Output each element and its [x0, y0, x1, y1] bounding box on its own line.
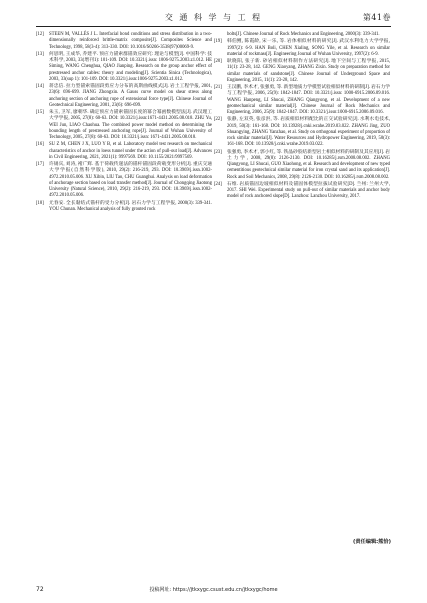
reference-number: [15]	[36, 110, 44, 115]
reference-number: [24]	[214, 181, 222, 187]
reference-number: [18]	[36, 200, 44, 206]
reference-number: [20]	[214, 59, 222, 64]
reference-number: [12]	[36, 32, 44, 37]
reference-text: 尤春安. 全长黏结式锚杆的受力分析[J]. 岩石力学与工程学报, 2000(3): 339-341. YOU Chunan. Mechanical analysis of fully grouted rock	[49, 200, 212, 212]
reference-number: [14]	[36, 84, 44, 89]
reference-entry	[36, 201, 212, 214]
reference-text: 韩伯鲤, 陈霞龄, 宋一乐, 等. 岩体相似材料的研究[J]. 武汉水利电力大学学报, 1997(2): 6-9. HAN Boli, CHEN Xialing, SONG Yile, et al. Research on similar material of rockmass[J]. Engineering Journal of Wuhan University, 1997(2): 6-9.	[227, 39, 390, 57]
reference-entry	[214, 85, 390, 116]
reference-number: [19]	[214, 39, 222, 45]
reference-entry	[214, 39, 390, 58]
reference-entry	[214, 182, 390, 201]
reference-text: 石维. 岩质锚固边坡相似材料及锚固体模型拉拔试验研究[D]. 兰州: 兰州大学, 2017. SHI Wei. Experimental study on pull-out of similar materials and anchor body model of rock anchored slope[D]. Lanzhou: Lanzhou University, 2017.	[227, 181, 390, 200]
references-right-column	[214, 32, 390, 202]
reference-text: SU Z M, CHEN J X, LUO Y B, et al. Laboratory model test research on mechanical characteristics of anchor in loess tunnel under the action of pull-out load[J]. Advances in Civil Engineering, 2021, 2021(1): 9997569. DOI: 10.1155/2021/9997569.	[49, 142, 212, 160]
page-number: 72	[36, 586, 44, 593]
reference-number: [21]	[214, 85, 222, 90]
volume-label: 第41卷	[362, 13, 391, 22]
reference-entry	[214, 59, 390, 84]
reference-entry	[36, 32, 212, 51]
reference-text: bolts[J]. Chinese Journal of Rock Mechanics and Engineering, 2000(3): 339-341.	[227, 32, 380, 37]
journal-title: 交 通 科 学 与 工 程	[164, 13, 263, 22]
references-left-column	[36, 32, 212, 214]
reference-text: 何思明, 王成华, 乔建平. 预应力锚索群锚效应研究: 理论与模型[J]. 中国科学: 技术科学, 2003, 33(增刊1): 101-109. DOI: 10.3321/j.issn: 1006-9275.2003.z1.012. HE Siming, WANG Chenghua, QIAO Jianping. Research on the group anchor effect of prestressed anchor cables: theory and modeling[J]. Scientia Sinica (Technologica), 2003, 33(sup 1): 101-109. DOI: 10.3321/j.issn:1006-9275.2003.z1.012.	[49, 51, 212, 82]
reference-entry	[214, 117, 390, 148]
reference-text: 王汉鹏, 李术才, 张强勇, 等. 新型地质力学模型试验相似材料的研制[J]. 岩石力学与工程学报, 2006, 25(9): 1842-1847. DOI: 10.3321/j.issn: 1000-6915.2006.09.016. WANG Hanpeng, LI Shucai, ZHANG Qiangyong, et al. Development of a new geomechanical similar material[J]. Chinese Journal of Rock Mechanics and Engineering, 2006, 25(9): 1842-1847. DOI: 10.3321/j.issn:1000-6915.2006.09.016.	[227, 85, 390, 115]
reference-number: [17]	[36, 162, 44, 167]
reference-number: [22]	[214, 117, 222, 123]
reference-number: [13]	[36, 51, 44, 57]
reference-entry	[36, 52, 212, 83]
reference-text: 张强勇, 李术才, 郭小红, 等. 铁晶砂胶结新型岩土相似材料的研制及其应用[J]. 岩土力学, 2008, 29(8): 2126-2130. DOI: 10.16285/j.rsm.2008.08.002. ZHANG Qiangyong, LI Shucai, GUO Xiaohong, et al. Research and development of new typed cementitious geotechnical similar material for iron crystal sand and its application[J]. Rock and Soil Mechanics, 2008, 29(8): 2126-2130. DOI: 10.16285/j.rsm.2008.08.002.	[227, 149, 390, 180]
reference-text: 耿晓阳, 张子新. 砂岩相似材料制作方法研究[J]. 地下空间与工程学报, 2015, 11(1): 23-28, 142. GENG Xiaoyang, ZHANG Zixin. Study on preparation method for similar materials of sandstone[J]. Chinese Journal of Underground Space and Engineering, 2015, 11(1): 23-28, 142.	[227, 59, 390, 83]
reference-number: [23]	[214, 149, 222, 155]
reference-entry	[36, 162, 212, 200]
reference-text: 蒋忠信. 拉力型锚索锚固段剪应力分布的高斯曲线模式[J]. 岩土工程学报, 2001, 23(6): 696-699. JIANG Zhongxin. A Gauss curve model on shear stress along anchoring section of anchoring rope of extensional force type[J]. Chinese Journal of Geotechnical Engineering, 2001, 23(6): 696-699.	[49, 84, 212, 108]
reference-number: [16]	[36, 142, 44, 148]
reference-text: 张静, 左双英, 张彦洪, 等. 岩质相似材料配比的正交试验研究[J]. 水利水电技术, 2019, 50(3): 161-168. DOI: 10.13928/j.cnki.wrahe.2019.03.022. ZHANG Jing, ZUO Shuangying, ZHANG Yanzhao, et al. Study on orthogonal experiment of proportion of rock similar material[J]. Water Resources and Hydropower Engineering, 2019, 50(3): 161-168. DOI: 10.13928/j.cnki.wrahe.2019.03.022.	[227, 117, 390, 148]
reference-entry	[214, 32, 390, 38]
reference-entry	[36, 84, 212, 109]
running-header	[36, 12, 391, 26]
reference-text: STEEN M, VALLÉS J L. Interfacial bond conditions and stress distribution in a two-dimensionally reinforced brittle-matrix composite[J]. Composites Science and Technology, 1998, 58(3-4): 313-330. DOI: 10.1016/S0266-3538(97)00069-9.	[49, 32, 212, 50]
reference-entry	[214, 150, 390, 181]
reference-entry	[36, 142, 212, 161]
submission-url: 投稿网址: https://jtkxygc.csust.edu.cn/jtkxygc/home	[149, 587, 278, 593]
responsible-editor: (责任编辑:熊恰)	[353, 539, 391, 545]
header-rule	[36, 26, 391, 27]
reference-text: 许锡宾, 刘涛, 褚广辉. 基于荷载传递法的锚杆锚固段荷载变形分析[J]. 重庆交通大学学报(自然科学版), 2010, 29(2): 216-219, 293. DOI: 10.3969/j.issn.1002-4972.2010.05.006. XU Xibin, LIU Tao, CHU Guanghui. Analysis on load deformation of anchorage section based on load transfer method[J]. Journal of Chongqing Jiaotong University (Natural Science), 2010, 29(2): 216-219, 293. DOI: 10.3969/j.issn.1002-4972.2010.05.006.	[49, 162, 212, 199]
page-footer	[36, 583, 391, 593]
reference-text: 朱玉, 卫军, 廖朝华. 确定预应力锚索锚固长度的幂合幂函数模型法[J]. 武汉理工大学学报, 2005, 27(8): 60-63. DOI: 10.3321/j.issn:1671-4431.2005.08.018. ZHU Yu, WEI Jun, LIAO Chaohua. The combined power model method on determining the bounding length of prestressed anchoring rope[J]. Journal of Wuhan University of Technology, 2005, 27(8): 60-63. DOI: 10.3321/j.issn: 1671-4431.2005.08.018.	[49, 110, 212, 140]
reference-entry	[36, 110, 212, 141]
